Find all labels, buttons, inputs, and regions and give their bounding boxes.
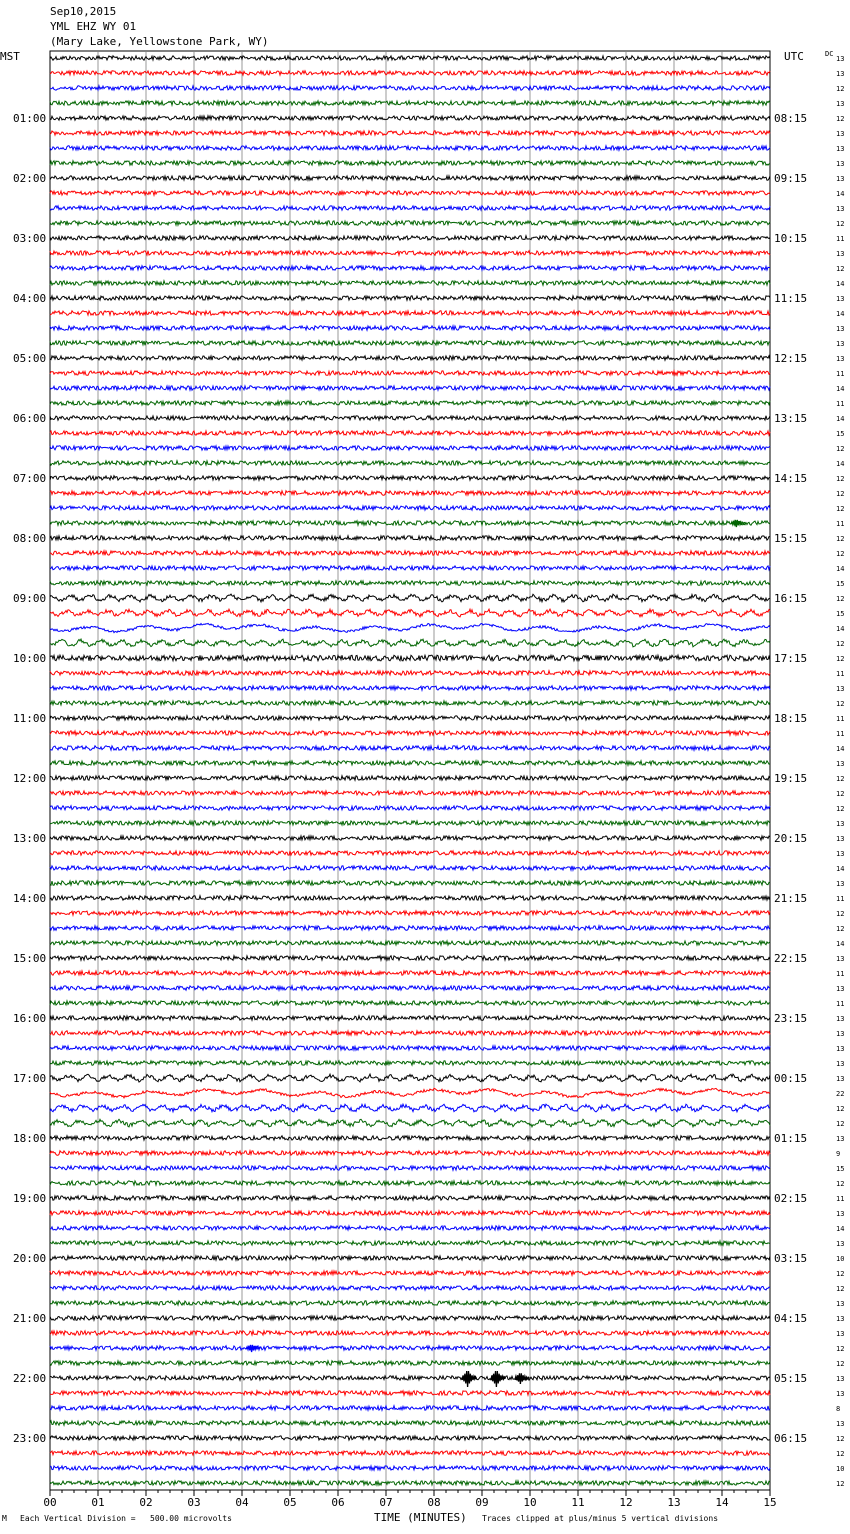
mst-hour-label: 13:00 (13, 832, 47, 845)
seismic-trace (50, 1196, 770, 1200)
dc-offset-value: 12 (836, 1450, 845, 1458)
seismic-trace (50, 609, 770, 617)
seismic-trace (50, 161, 770, 165)
seismic-trace (50, 1271, 770, 1275)
seismic-trace (50, 1119, 770, 1127)
dc-offset-value: 12 (836, 595, 845, 603)
dc-offset-value: 13 (836, 1060, 845, 1068)
seismic-trace (50, 1361, 770, 1365)
dc-offset-value: 13 (836, 1210, 845, 1218)
seismic-trace (50, 761, 770, 765)
dc-offset-value: 14 (836, 415, 845, 423)
clip-note: Traces clipped at plus/minus 5 vertical divisions (482, 1514, 719, 1523)
dc-offset-value: 12 (836, 490, 845, 498)
seismic-trace (50, 446, 770, 450)
x-tick-label: 07 (379, 1496, 393, 1509)
seismic-trace (50, 476, 770, 480)
mst-hour-label: 04:00 (13, 292, 47, 305)
seismic-trace (50, 1316, 770, 1320)
dc-offset-value: 13 (836, 1045, 845, 1053)
seismic-trace (50, 1391, 770, 1395)
utc-labels (774, 50, 807, 1445)
seismic-trace (50, 1241, 770, 1245)
x-tick-label: 15 (763, 1496, 777, 1509)
seismic-trace (50, 431, 770, 435)
x-tick-label: 03 (187, 1496, 201, 1509)
seismic-trace (50, 1016, 770, 1020)
dc-offset-value: 12 (836, 265, 845, 273)
date-title: Sep10,2015 (50, 5, 117, 18)
utc-hour-label: 01:15 (774, 1132, 808, 1145)
utc-hour-label: 00:15 (774, 1072, 808, 1085)
dc-offset-value: 13 (836, 835, 845, 843)
mst-hour-label: 03:00 (13, 232, 47, 245)
dc-offset-value: 13 (836, 160, 845, 168)
dc-offset-value: 13 (836, 355, 845, 363)
dc-offset-value: 14 (836, 280, 845, 288)
dc-offset-value: 12 (836, 1105, 845, 1113)
utc-hour-label: 12:15 (774, 352, 808, 365)
seismic-trace (50, 716, 770, 720)
seismic-trace (50, 296, 770, 300)
dc-offset-value: 13 (836, 340, 845, 348)
seismic-trace (50, 1376, 770, 1380)
seismic-trace (50, 221, 770, 225)
dc-offset-value: 11 (836, 235, 845, 243)
utc-hour-label: 13:15 (774, 412, 808, 425)
dc-offset-value: 14 (836, 190, 845, 198)
dc-offset-value: 14 (836, 310, 845, 318)
mst-hour-label: 21:00 (13, 1312, 47, 1325)
dc-offset-value: 13 (836, 250, 845, 258)
seismic-trace (50, 1136, 770, 1140)
dc-offset-value: 13 (836, 985, 845, 993)
mst-hour-label: 02:00 (13, 172, 47, 185)
dc-offset-value: 13 (836, 850, 845, 858)
dc-label: DC (825, 50, 834, 58)
dc-offset-value: 13 (836, 880, 845, 888)
dc-offset-value: 13 (836, 325, 845, 333)
seismic-trace (50, 1074, 770, 1082)
seismic-trace (50, 356, 770, 360)
dc-offset-value: 13 (836, 1015, 845, 1023)
dc-offset-value: 14 (836, 940, 845, 948)
seismic-trace (50, 341, 770, 345)
dc-offset-value: 10 (836, 1255, 845, 1263)
mst-hour-label: 08:00 (13, 532, 47, 545)
utc-axis-label: UTC (784, 50, 804, 63)
seismic-trace (50, 386, 770, 390)
utc-hour-label: 11:15 (774, 292, 808, 305)
seismic-trace (50, 56, 770, 60)
dc-offset-value: 13 (836, 685, 845, 693)
utc-hour-label: 20:15 (774, 832, 808, 845)
seismic-trace (50, 1466, 770, 1470)
seismic-trace (50, 881, 770, 885)
seismic-trace (50, 911, 770, 915)
seismic-trace (50, 776, 770, 780)
dc-offset-value: 13 (836, 295, 845, 303)
mst-hour-label: 07:00 (13, 472, 47, 485)
x-tick-label: 14 (715, 1496, 729, 1509)
event-burst (462, 1371, 476, 1387)
seismic-trace (50, 623, 770, 632)
dc-offset-value: 12 (836, 1120, 845, 1128)
dc-offset-value: 12 (836, 700, 845, 708)
dc-offset-value: 14 (836, 625, 845, 633)
scale-note: Each Vertical Division = 500.00 microvolts (20, 1514, 232, 1523)
seismic-trace (50, 116, 770, 120)
mst-hour-label: 20:00 (13, 1252, 47, 1265)
seismic-trace (50, 731, 770, 735)
x-tick-label: 13 (667, 1496, 681, 1509)
corner-mark: M (2, 1514, 7, 1523)
seismic-trace (50, 1166, 770, 1170)
mst-hour-label: 18:00 (13, 1132, 47, 1145)
utc-hour-label: 14:15 (774, 472, 808, 485)
dc-offset-value: 12 (836, 1360, 845, 1368)
dc-offset-value: 13 (836, 1075, 845, 1083)
dc-offset-value: 13 (836, 145, 845, 153)
seismic-trace (50, 566, 770, 570)
seismic-trace (50, 1046, 770, 1050)
mst-axis-label: MST (0, 50, 20, 63)
dc-offset-value: 13 (836, 100, 845, 108)
seismic-trace (50, 701, 770, 705)
seismic-trace (50, 146, 770, 150)
seismic-trace (50, 491, 770, 495)
seismic-trace (50, 236, 770, 240)
seismic-trace (50, 371, 770, 375)
dc-offset-value: 12 (836, 910, 845, 918)
seismic-trace (50, 1286, 770, 1290)
seismic-trace (50, 311, 770, 315)
utc-hour-label: 08:15 (774, 112, 808, 125)
dc-offset-value: 13 (836, 760, 845, 768)
dc-offset-value: 12 (836, 535, 845, 543)
mst-hour-label: 06:00 (13, 412, 47, 425)
mst-hour-label: 11:00 (13, 712, 47, 725)
dc-offset-value: 13 (836, 820, 845, 828)
seismic-trace (50, 1031, 770, 1035)
dc-offset-value: 8 (836, 1405, 841, 1413)
seismic-trace (50, 986, 770, 990)
dc-offset-value: 12 (836, 115, 845, 123)
seismic-trace (50, 671, 770, 675)
utc-hour-label: 21:15 (774, 892, 808, 905)
seismic-trace (50, 401, 770, 405)
dc-offset-value: 11 (836, 370, 845, 378)
utc-hour-label: 10:15 (774, 232, 808, 245)
dc-offset-value: 12 (836, 505, 845, 513)
mst-hour-label: 09:00 (13, 592, 47, 605)
x-tick-label: 01 (91, 1496, 105, 1509)
dc-offset-value: 13 (836, 1135, 845, 1143)
dc-offset-value: 14 (836, 865, 845, 873)
dc-offset-value: 11 (836, 730, 845, 738)
utc-hour-label: 23:15 (774, 1012, 808, 1025)
dc-offset-value: 13 (836, 955, 845, 963)
seismic-trace (50, 86, 770, 90)
mst-hour-label: 16:00 (13, 1012, 47, 1025)
dc-offset-value: 12 (836, 1345, 845, 1353)
seismic-trace (50, 131, 770, 135)
utc-hour-label: 16:15 (774, 592, 808, 605)
seismic-trace (50, 521, 770, 525)
seismic-trace (50, 1088, 770, 1098)
dc-offset-value: 15 (836, 430, 845, 438)
seismic-trace (50, 1181, 770, 1185)
dc-offset-value: 13 (836, 130, 845, 138)
seismic-trace (50, 101, 770, 105)
dc-offset-value: 12 (836, 1285, 845, 1293)
dc-offset-value: 12 (836, 475, 845, 483)
dc-offset-value: 11 (836, 970, 845, 978)
dc-offset-value: 14 (836, 745, 845, 753)
seismic-trace (50, 941, 770, 945)
dc-offset-value: 13 (836, 175, 845, 183)
seismic-trace (50, 251, 770, 255)
dc-offset-value: 12 (836, 550, 845, 558)
dc-offset-value: 13 (836, 1375, 845, 1383)
dc-offset-value: 14 (836, 460, 845, 468)
x-tick-label: 08 (427, 1496, 441, 1509)
seismic-trace (50, 506, 770, 510)
dc-offset-value: 15 (836, 610, 845, 618)
x-tick-label: 10 (523, 1496, 537, 1509)
event-burst (491, 1371, 505, 1387)
seismic-trace (50, 851, 770, 855)
seismic-trace (50, 1061, 770, 1065)
seismic-trace (50, 176, 770, 180)
dc-offset-value: 12 (836, 445, 845, 453)
seismic-trace (50, 836, 770, 840)
utc-hour-label: 18:15 (774, 712, 808, 725)
seismic-trace (50, 1104, 770, 1112)
dc-offset-value: 12 (836, 925, 845, 933)
dc-offset-value: 11 (836, 400, 845, 408)
dc-offset-value: 12 (836, 1435, 845, 1443)
seismic-trace (50, 1301, 770, 1305)
utc-hour-label: 06:15 (774, 1432, 808, 1445)
seismic-trace (50, 866, 770, 870)
dc-offset-value: 15 (836, 580, 845, 588)
x-tick-label: 12 (619, 1496, 633, 1509)
mst-labels (0, 50, 46, 1445)
seismic-trace (50, 326, 770, 330)
x-tick-label: 11 (571, 1496, 585, 1509)
seismic-trace (50, 1451, 770, 1455)
utc-hour-label: 02:15 (774, 1192, 808, 1205)
seismic-trace (50, 1406, 770, 1410)
seismic-trace (50, 791, 770, 795)
utc-hour-label: 22:15 (774, 952, 808, 965)
utc-hour-label: 15:15 (774, 532, 808, 545)
dc-offset-value: 15 (836, 1165, 845, 1173)
mst-hour-label: 12:00 (13, 772, 47, 785)
event-burst (515, 1373, 529, 1384)
mst-hour-label: 01:00 (13, 112, 47, 125)
seismic-trace (50, 416, 770, 420)
dc-offset-value: 11 (836, 1000, 845, 1008)
seismic-trace (50, 971, 770, 975)
seismic-trace (50, 594, 770, 602)
dc-offset-value: 9 (836, 1150, 841, 1158)
seismic-trace (50, 206, 770, 210)
dc-offset-value: 12 (836, 775, 845, 783)
utc-hour-label: 05:15 (774, 1372, 808, 1385)
dc-offset-value: 13 (836, 1315, 845, 1323)
utc-hour-label: 17:15 (774, 652, 808, 665)
station-title: YML EHZ WY 01 (50, 20, 137, 33)
dc-offset-value: 12 (836, 1180, 845, 1188)
dc-offset-value: 13 (836, 70, 845, 78)
seismic-trace (50, 926, 770, 930)
seismic-trace (50, 1211, 770, 1215)
seismic-trace (50, 806, 770, 810)
dc-offset-value: 11 (836, 1195, 845, 1203)
dc-offset-value: 12 (836, 220, 845, 228)
seismic-trace (50, 266, 770, 270)
x-tick-label: 06 (331, 1496, 345, 1509)
seismic-trace (50, 639, 770, 647)
seismic-trace (50, 821, 770, 825)
mst-hour-label: 14:00 (13, 892, 47, 905)
x-tick-label: 05 (283, 1496, 297, 1509)
seismic-trace (50, 1346, 770, 1350)
seismic-trace (50, 461, 770, 465)
dc-offset-value: 13 (836, 1330, 845, 1338)
x-axis (43, 1490, 776, 1509)
seismic-trace (50, 746, 770, 750)
dc-offset-value: 14 (836, 1225, 845, 1233)
x-tick-label: 02 (139, 1496, 153, 1509)
mst-hour-label: 15:00 (13, 952, 47, 965)
seismic-trace (50, 956, 770, 960)
dc-offset-value: 11 (836, 895, 845, 903)
trace-group (50, 56, 770, 1485)
utc-hour-label: 19:15 (774, 772, 808, 785)
seismic-trace (50, 1481, 770, 1485)
dc-offset-value: 14 (836, 385, 845, 393)
mst-hour-label: 10:00 (13, 652, 47, 665)
x-tick-label: 09 (475, 1496, 489, 1509)
dc-offset-value: 11 (836, 670, 845, 678)
seismic-trace (50, 1151, 770, 1155)
dc-offset-value: 14 (836, 565, 845, 573)
dc-offset-value: 11 (836, 715, 845, 723)
dc-offset-value: 12 (836, 85, 845, 93)
seismic-trace (50, 581, 770, 585)
location-title: (Mary Lake, Yellowstone Park, WY) (50, 35, 269, 48)
x-tick-label: 04 (235, 1496, 249, 1509)
dc-offset-value: 13 (836, 55, 845, 63)
dc-offset-value: 12 (836, 655, 845, 663)
utc-hour-label: 03:15 (774, 1252, 808, 1265)
dc-offset-value: 13 (836, 1390, 845, 1398)
dc-offset-value: 13 (836, 1030, 845, 1038)
dc-offset-value: 12 (836, 1270, 845, 1278)
seismic-trace (50, 655, 770, 661)
mst-hour-label: 17:00 (13, 1072, 47, 1085)
dc-offset-value: 13 (836, 1300, 845, 1308)
x-axis-title: TIME (MINUTES) (374, 1511, 467, 1524)
seismic-trace (50, 536, 770, 540)
x-tick-label: 00 (43, 1496, 57, 1509)
mst-hour-label: 23:00 (13, 1432, 47, 1445)
seismic-trace (50, 1421, 770, 1425)
utc-hour-label: 09:15 (774, 172, 808, 185)
mst-hour-label: 05:00 (13, 352, 47, 365)
seismic-trace (50, 686, 770, 690)
mst-hour-label: 22:00 (13, 1372, 47, 1385)
dc-offset-value: 11 (836, 520, 845, 528)
seismic-trace (50, 1226, 770, 1230)
seismic-trace (50, 1001, 770, 1005)
seismic-trace (50, 1436, 770, 1440)
dc-offset-labels (836, 55, 844, 1488)
seismic-trace (50, 1256, 770, 1260)
seismic-trace (50, 71, 770, 75)
mst-hour-label: 19:00 (13, 1192, 47, 1205)
dc-offset-value: 12 (836, 805, 845, 813)
seismic-trace (50, 551, 770, 555)
dc-offset-value: 22 (836, 1090, 845, 1098)
seismic-trace (50, 191, 770, 195)
utc-hour-label: 04:15 (774, 1312, 808, 1325)
dc-offset-value: 13 (836, 1420, 845, 1428)
dc-offset-value: 12 (836, 640, 845, 648)
seismic-trace (50, 1331, 770, 1335)
dc-offset-value: 13 (836, 205, 845, 213)
dc-offset-value: 12 (836, 790, 845, 798)
dc-offset-value: 13 (836, 1240, 845, 1248)
seismic-trace (50, 896, 770, 900)
dc-offset-value: 10 (836, 1465, 845, 1473)
seismic-trace (50, 281, 770, 285)
dc-offset-value: 12 (836, 1480, 845, 1488)
